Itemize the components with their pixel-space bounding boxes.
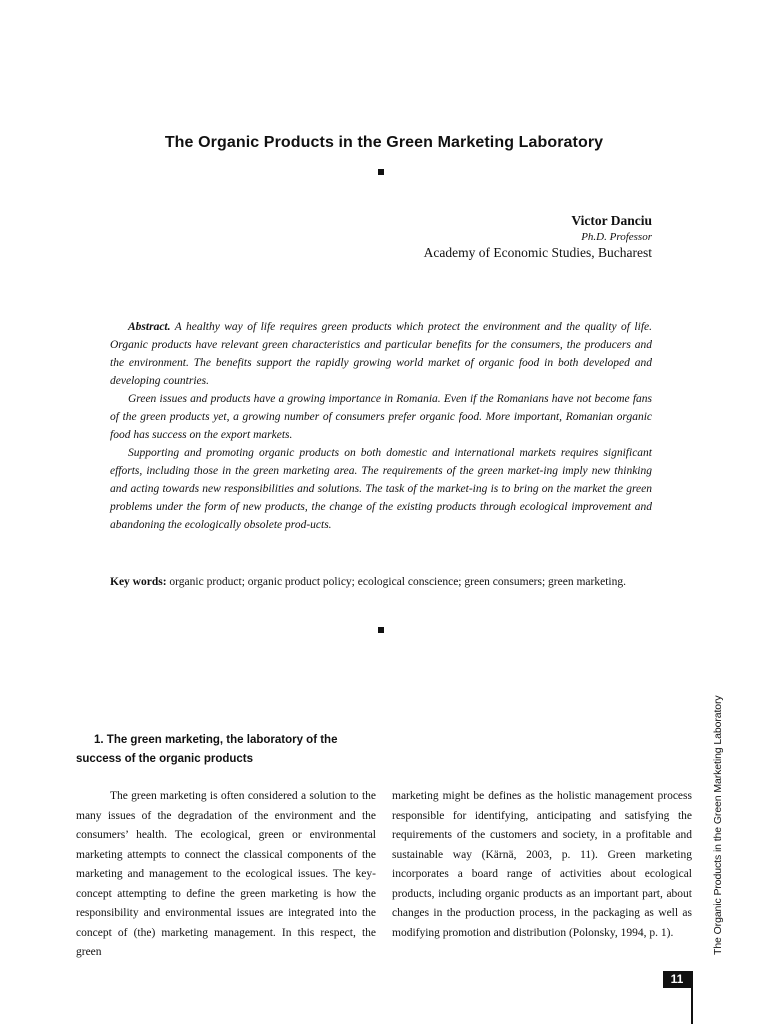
keywords [110,573,652,591]
author-name: Victor Danciu [571,213,652,228]
body-column-right [392,787,692,943]
abstract-label: Abstract. [128,321,171,333]
body-text-right: marketing might be defines as the holistic management process responsible for identifying, anticipating and satisfying the requirements of the customers and society, in a profitable and sustainable way (Kärnä, 2003, p. 11). Green marketing incorporates a board range of activities about ecological products, including organic products as an important part, about changes in the production process, in the packaging as well as modifying promotion and distribution (Polonsky, 1994, p. 1). [392,790,692,939]
abstract [110,318,652,534]
section-heading [76,731,376,769]
section-number: 1. [94,734,104,746]
abstract-paragraph-2: Green issues and products have a growing importance in Romania. Even if the Romanians have not become fans of the green products yet, a growing number of consumers prefer organic food. More important, Romanian organic food has success on the export markets. [110,393,652,441]
author-affiliation: Academy of Economic Studies, Bucharest [423,245,652,260]
abstract-paragraph-1 [110,318,652,390]
author-block [424,212,652,262]
abstract-text-1: A healthy way of life requires green products which protect the environment and the quality of life. Organic products have relevant green characteristics and particular benefits for the consumers, the producers and the environment. The benefits support the rapidly growing world market of organic food in both developed and developing countries. [110,321,652,387]
page-edge-rule [691,971,693,1024]
running-title-vertical: The Organic Products in the Green Marketing Laboratory [712,695,724,955]
abstract-separator-square [378,627,384,633]
title-separator-square [378,169,384,175]
section-title-line-2: success of the organic products [76,753,254,765]
paper-title: The Organic Products in the Green Marketing Laboratory [164,134,604,151]
page-number: 11 [663,971,691,988]
section-title-line-1: The green marketing, the laboratory of the [106,734,338,746]
author-role: Ph.D. Professor [581,231,652,243]
keywords-label: Key words: [110,576,167,588]
keywords-text: organic product; organic product policy; ecological conscience; green consumers; green marketing. [169,576,626,588]
abstract-paragraph-3: Supporting and promoting organic products on both domestic and international markets requires significant efforts, including those in the green marketing area. The requirements of the green market-ing imply new thinking and acting towards new responsibilities and solutions. The task of the market-ing is to bring on the market the green problems under the form of new products, the change of the existing products through ecological improvement and abandoning the ecologically obsolete prod-ucts. [110,447,652,531]
body-text-left: The green marketing is often considered a solution to the many issues of the degradation of the environment and the consumers’ health. The ecological, green or environmental marketing attempts to connect the classical components of the marketing and management to the ecological issues. The key-concept attempting to define the green marketing is how the responsibility and environmental issues are integrated into the concept of (the) marketing management. In this respect, the green [76,790,376,958]
body-column-left [76,787,376,963]
